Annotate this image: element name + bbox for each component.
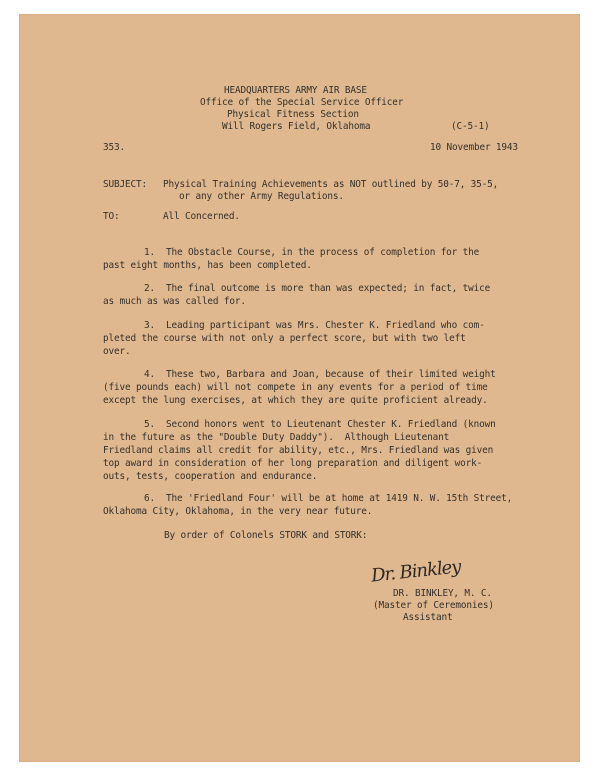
paragraph-2-line: as much as was called for. bbox=[103, 296, 246, 307]
subject-line-1: Physical Training Achievements as NOT outlined by 50-7, 35-5, bbox=[163, 179, 499, 190]
paragraph-5-line: outs, tests, cooperation and endurance. bbox=[103, 471, 318, 482]
paragraph-5-line: 5. Second honors went to Lieutenant Chester K. Friedland (known bbox=[144, 419, 496, 430]
order-line: By order of Colonels STORK and STORK: bbox=[164, 530, 368, 541]
paragraph-6-line: Oklahoma City, Oklahoma, in the very near future. bbox=[103, 506, 373, 517]
paragraph-3-line: pleted the course with not only a perfect score, but with two left bbox=[103, 333, 466, 344]
subject-label: SUBJECT: bbox=[103, 179, 147, 190]
paragraph-6-line: 6. The 'Friedland Four' will be at home at 1419 N. W. 15th Street, bbox=[144, 493, 513, 504]
paragraph-2-line: 2. The final outcome is more than was expected; in fact, twice bbox=[144, 283, 491, 294]
signatory-title: (Master of Ceremonies) bbox=[373, 600, 494, 611]
paragraph-3-line: over. bbox=[103, 346, 131, 357]
letterhead-line-1: HEADQUARTERS ARMY AIR BASE bbox=[224, 85, 367, 96]
to-value: All Concerned. bbox=[163, 211, 240, 222]
paragraph-5-line: Friedland claims all credit for ability, etc., Mrs. Friedland was given bbox=[103, 445, 494, 456]
file-code: (C-5-1) bbox=[451, 121, 490, 132]
paragraph-4-line: (five pounds each) will not compete in any events for a period of time bbox=[103, 382, 488, 393]
letterhead-line-4: Will Rogers Field, Oklahoma bbox=[222, 121, 371, 132]
signatory-role: Assistant bbox=[403, 612, 453, 623]
letterhead-line-3: Physical Fitness Section bbox=[227, 109, 359, 120]
paragraph-4-line: 4. These two, Barbara and Joan, because of their limited weight bbox=[144, 369, 496, 380]
subject-line-2: or any other Army Regulations. bbox=[179, 191, 344, 202]
letter-date: 10 November 1943 bbox=[430, 142, 518, 153]
paragraph-4-line: except the lung exercises, at which they are quite proficient already. bbox=[103, 395, 488, 406]
paragraph-1-line: past eight months, has been completed. bbox=[103, 260, 312, 271]
paragraph-5-line: in the future as the "Double Duty Daddy"). Although Lieutenant bbox=[103, 432, 450, 443]
handwritten-signature: Dr. Binkley bbox=[370, 556, 462, 587]
signatory-name: DR. BINKLEY, M. C. bbox=[393, 588, 492, 599]
paragraph-3-line: 3. Leading participant was Mrs. Chester K. Friedland who com- bbox=[144, 320, 485, 331]
paragraph-5-line: top award in consideration of her long preparation and diligent work- bbox=[103, 458, 483, 469]
to-label: TO: bbox=[103, 211, 120, 222]
reference-number: 353. bbox=[103, 142, 125, 153]
paragraph-1-line: 1. The Obstacle Course, in the process of completion for the bbox=[144, 247, 480, 258]
letterhead-line-2: Office of the Special Service Officer bbox=[200, 97, 404, 108]
